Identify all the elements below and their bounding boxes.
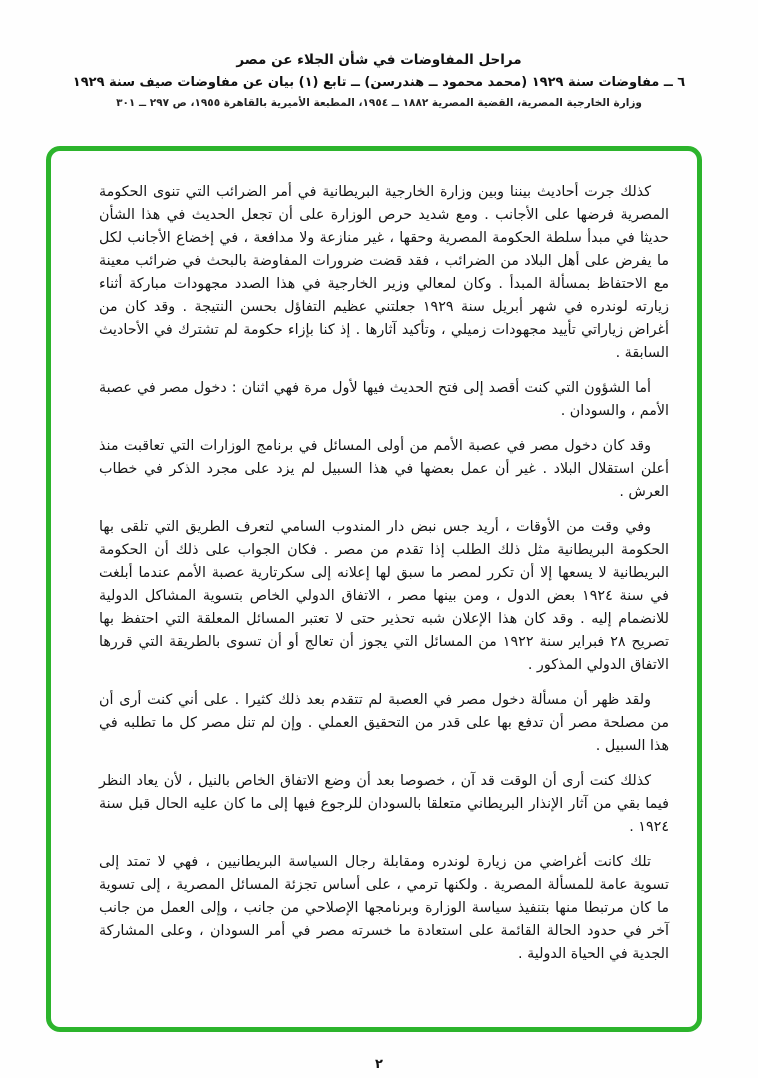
paragraph-1: كذلك جرت أحاديث بيننا وبين وزارة الخارجية البريطانية في أمر الضرائب التي تنوى الحكومة المصرية فرضها على الأجانب . ومع شديد حرص الوزارة على أن تجعل الحديث في هذا الشأن حديثا في مبدأ سلطة الحكومة المصرية وحقها ، غير منازعة ولا مدافعة ، في إخضاع الأجانب لكل ما يفرض على أهل البلاد من الضرائب ، فقد قضت ضرورات المفاوضة بالبحث في ضرائب معينة مع الاحتفاظ بمسألة المبدأ . وكان لمعالي وزير الخارجية في هذا الصدد مجهودات مباركة أثناء زيارته لوندره في شهر أبريل سنة ١٩٢٩ جعلتني عظيم التفاؤل بحسن النتيجة . وقد كان من أغراض زياراتي تأييد مجهودات زميلي ، وتأكيد آثارها . إذ كنا بإزاء حكومة لم تشترك في الأحاديث السابقة . <box>99 184 669 361</box>
document-subtitle: ٦ ــ مفاوضات سنة ١٩٢٩ (محمد محمود ــ هندرسن) ــ تابع (١) بيان عن مفاوضات صيف سنة ١٩٢٩ <box>72 74 686 90</box>
document-body-text <box>51 151 697 1008</box>
paragraph-5: ولقد ظهر أن مسألة دخول مصر في العصبة لم تتقدم بعد ذلك كثيرا . على أني كنت أرى أن من مصلحة مصر أن تدفع بها على قدر من التحقيق العملي . وإن لم تنل مصر كل ما تطلبه في هذا السبيل . <box>99 692 669 754</box>
document-source-citation: وزارة الخارجية المصرية، القضية المصرية ١٨٨٢ ــ ١٩٥٤، المطبعة الأميرية بالقاهرة ١٩٥٥، ص ٢٩٧ ــ ٣٠١ <box>116 96 642 109</box>
document-title: مراحل المفاوضات في شأن الجلاء عن مصر <box>236 52 522 68</box>
paragraph-7: تلك كانت أغراضي من زيارة لوندره ومقابلة رجال السياسة البريطانيين ، فهي لا تمتد إلى تسوية عامة للمسألة المصرية . ولكنها ترمي ، على أساس تجزئة المسائل المصرية ، إلى تسوية ما كان مرتبطا منها بتنفيذ سياسة الوزارة وبرنامجها الإصلاحي من جانب ، وإلى العمل من جانب آخر في حدود الحالة القائمة على استعادة ما خسرته مصر في أمر السودان ، وعلى المشاركة الجدية في الحياة الدولية . <box>99 854 669 962</box>
page-number: ٢ <box>375 1057 383 1072</box>
paragraph-4: وفي وقت من الأوقات ، أريد جس نبض دار المندوب السامي لتعرف الطريق التي تلقى بها الحكومة البريطانية مثل ذلك الطلب إذا تقدم من مصر . فكان الجواب على ذلك أن الحكومة البريطانية لا يسعها إلا أن تكرر لمصر ما سبق لها إعلانه إلى سكرتارية عصبة الأمم عندما أبلغت في سنة ١٩٢٤ بعض الدول ، ومن بينها مصر ، الاتفاق الدولي الخاص بتسوية المشاكل الدولية للانضمام إليه . وقد كان هذا الإعلان شبه تحذير حتى لا تعتبر المسائل المعلقة التي احتفظ بها تصريح ٢٨ فبراير سنة ١٩٢٢ من المسائل التي يجوز أن تعالج أو أن تسوى بالطريقة التي قررها الاتفاق الدولي المذكور . <box>99 519 669 673</box>
page-footer <box>0 1053 758 1072</box>
paragraph-2: أما الشؤون التي كنت أقصد إلى فتح الحديث فيها لأول مرة فهي اثنان : دخول مصر في عصبة الأمم ، والسودان . <box>99 380 669 419</box>
green-highlight-border-box <box>46 146 702 1032</box>
document-header <box>0 0 758 113</box>
paragraph-3: وقد كان دخول مصر في عصبة الأمم من أولى المسائل في برنامج الوزارات التي تعاقبت منذ أعلن استقلال البلاد . غير أن عمل بعضها في هذا السبيل لم يزد على مجرد الذكر في خطاب العرش . <box>99 438 669 500</box>
paragraph-6: كذلك كنت أرى أن الوقت قد آن ، خصوصا بعد أن وضع الاتفاق الخاص بالنيل ، لأن يعاد النظر فيما بقي من آثار الإنذار البريطاني متعلقا بالسودان للرجوع فيها إلى ما كان عليه الحال قبل سنة ١٩٢٤ . <box>99 773 669 835</box>
